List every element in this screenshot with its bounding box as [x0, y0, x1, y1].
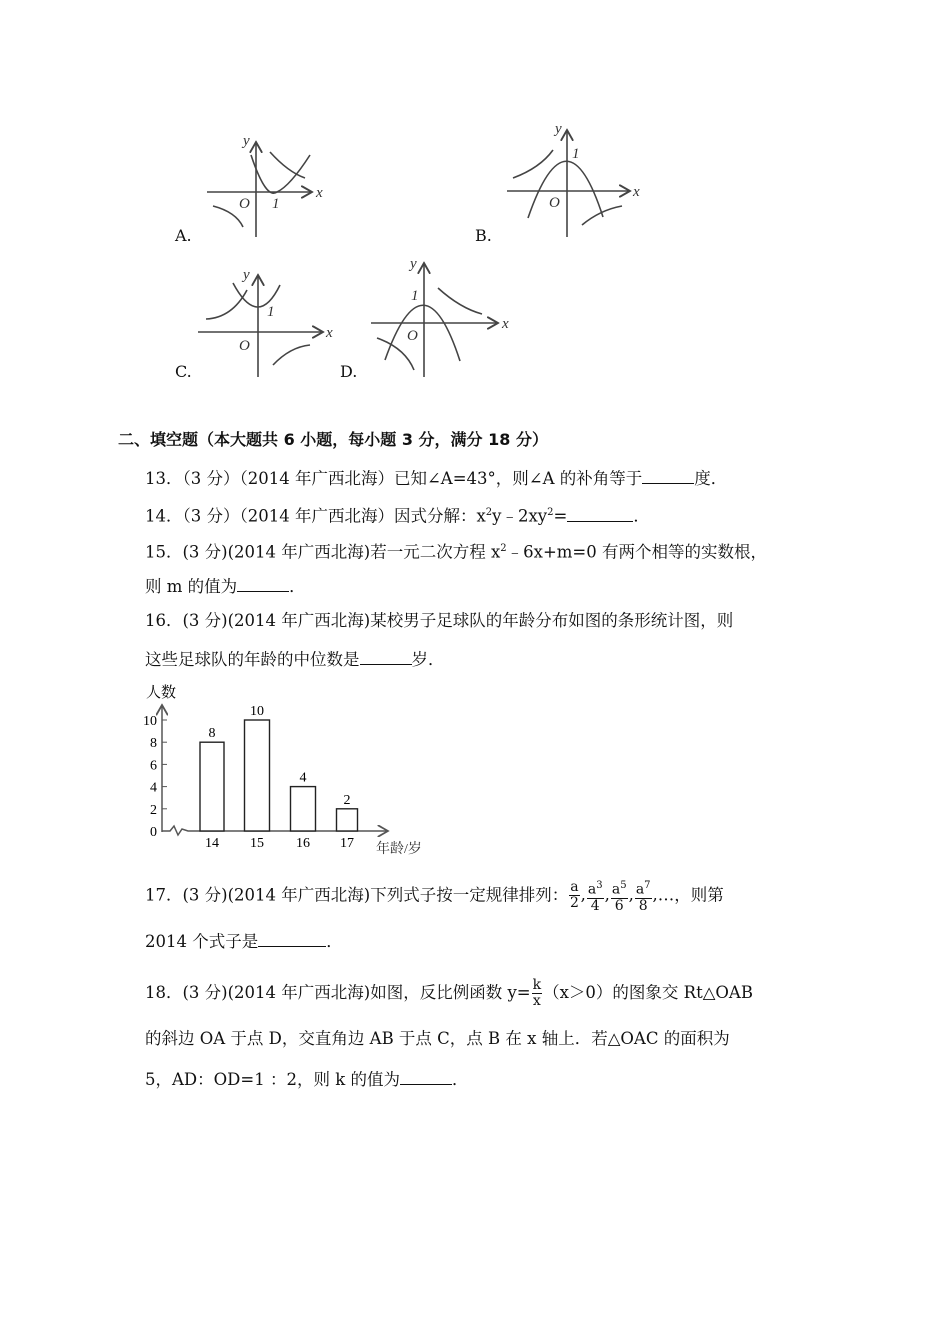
- option-b-label: B.: [475, 226, 492, 245]
- y-tick-label: 8: [150, 736, 157, 752]
- sequence-term: [587, 878, 604, 914]
- separator: ,: [652, 885, 658, 905]
- q18-text: （x＞0）的图象交 Rt△OAB: [543, 983, 753, 1002]
- parabola: [528, 161, 603, 218]
- y-tick-label: 4: [150, 780, 157, 796]
- y-label: y: [555, 121, 562, 137]
- numerator: $a^3$: [587, 880, 603, 898]
- bar: [245, 720, 270, 831]
- y-tick-label: 10: [143, 714, 157, 729]
- hyperbola-branch: [438, 288, 482, 314]
- q15-text: 则 m 的值为: [145, 577, 238, 596]
- x-tick-label: 15: [250, 836, 264, 851]
- bar: [200, 742, 224, 831]
- separator: ,: [604, 885, 610, 905]
- exponent: 3: [596, 880, 603, 891]
- x-axis-label: 年龄/岁: [376, 842, 422, 857]
- x-axis: [162, 826, 388, 835]
- hyperbola-branch: [513, 150, 553, 178]
- denominator: 4: [590, 897, 600, 914]
- exponent: 7: [644, 880, 651, 891]
- q13-tail: 度．: [694, 469, 728, 488]
- bar-value-label: 4: [299, 770, 307, 786]
- q14-end: ．: [633, 506, 650, 526]
- question-13: [145, 467, 727, 489]
- y-tick-label: 0: [150, 825, 157, 840]
- sequence-term: [611, 878, 628, 914]
- y-label: y: [243, 267, 250, 283]
- q13-text: 13．（3 分）（2014 年广西北海）已知∠A=43°，则∠A 的补角等于: [145, 469, 643, 488]
- bar-value-label: 10: [250, 704, 264, 719]
- exponent: 2: [485, 507, 493, 518]
- y-label: y: [410, 256, 417, 272]
- q18-end: ．: [451, 1070, 469, 1089]
- question-18: [145, 978, 753, 1009]
- option-a-label: A.: [175, 226, 192, 245]
- q17-text: 17．(3 分)(2014 年广西北海)下列式子按一定规律排列：: [145, 885, 569, 905]
- question-15: [145, 539, 767, 563]
- graph-d: [371, 256, 509, 377]
- hyperbola-branch: [273, 345, 310, 365]
- bar-value-label: 8: [208, 726, 216, 742]
- q18-text: 18．(3 分)(2014 年广西北海)如图，反比例函数 y=: [145, 983, 531, 1002]
- sequence-term: [635, 878, 652, 914]
- question-18-line3: [145, 1068, 468, 1090]
- q14-mid: y﹣2xy: [492, 506, 548, 526]
- q17-text: 2014 个式子是: [145, 932, 259, 951]
- y-tick-label: 2: [150, 802, 157, 818]
- separator: ,: [580, 885, 586, 905]
- y-tick-label: 6: [150, 758, 157, 774]
- exponent: 2: [547, 507, 554, 518]
- denominator: 2: [569, 895, 579, 912]
- x-tick-label: 17: [340, 836, 354, 851]
- question-17-line2: [145, 930, 343, 952]
- q15-text: 15．(3 分)(2014 年广西北海)若一元二次方程 x: [145, 542, 501, 562]
- graph-c: [198, 267, 333, 377]
- denominator: x: [532, 993, 541, 1009]
- x-tick-label: 14: [205, 836, 219, 851]
- question-18-line2: 的斜边 OA 于点 D，交直角边 AB 于点 C，点 B 在 x 轴上．若△OAC 的面积为: [145, 1029, 730, 1048]
- numerator: a: [570, 879, 579, 896]
- parabola: [251, 155, 310, 193]
- origin-label: O: [239, 196, 250, 212]
- origin-label: O: [549, 195, 560, 211]
- question-14: [145, 503, 650, 527]
- section-heading: 二、填空题（本大题共 6 小题，每小题 3 分，满分 18 分）: [118, 430, 548, 449]
- one-label: 1: [272, 196, 280, 212]
- q16-text: 这些足球队的年龄的中位数是: [145, 650, 360, 669]
- one-label: 1: [267, 304, 275, 320]
- x-tick-label: 16: [296, 836, 310, 851]
- bar-value-label: 2: [343, 792, 351, 808]
- denominator: 6: [614, 897, 624, 914]
- q15-text: ﹣6x+m=0 有两个相等的实数根，: [506, 542, 767, 562]
- x-label: x: [502, 316, 509, 332]
- denominator: 8: [638, 897, 648, 914]
- bar: [291, 787, 316, 831]
- q16-end: 岁．: [411, 650, 445, 669]
- x-label: x: [316, 185, 323, 201]
- y-axis-label: 人数: [146, 685, 177, 701]
- graph-b: [507, 121, 640, 237]
- option-c-label: C.: [175, 362, 192, 381]
- option-graphs: [0, 0, 950, 400]
- exponent: 5: [620, 880, 627, 891]
- q17-ellipsis: …，则第: [657, 885, 724, 905]
- answer-blank[interactable]: [360, 648, 412, 665]
- separator: ,: [628, 885, 634, 905]
- bar: [337, 809, 358, 831]
- q17-end: ．: [326, 932, 343, 951]
- sequence-term: [569, 880, 579, 911]
- q15-end: ．: [289, 577, 306, 596]
- origin-label: O: [407, 328, 418, 344]
- one-label: 1: [572, 146, 580, 162]
- sequence-terms: [568, 879, 658, 914]
- numerator: $a^5$: [611, 880, 627, 898]
- hyperbola-branch: [270, 152, 305, 178]
- origin-label: O: [239, 338, 250, 354]
- question-16-line2: [145, 648, 445, 670]
- numerator: k: [532, 977, 542, 993]
- question-17: [145, 878, 724, 914]
- answer-blank[interactable]: [237, 575, 289, 592]
- question-15-line2: [145, 575, 306, 597]
- answer-blank[interactable]: [642, 467, 694, 484]
- y-label: y: [243, 133, 250, 149]
- answer-blank[interactable]: [567, 505, 633, 522]
- q14-tail: =: [553, 506, 568, 526]
- graph-a: [207, 133, 323, 237]
- q18-text: 5，AD：OD=1 ：2，则 k 的值为: [145, 1070, 400, 1089]
- q14-text: 14．（3 分）（2014 年广西北海）因式分解：x: [145, 506, 486, 526]
- fraction-k-over-x: [532, 978, 542, 1009]
- answer-blank[interactable]: [258, 930, 326, 947]
- answer-blank[interactable]: [400, 1068, 452, 1085]
- one-label: 1: [411, 288, 419, 304]
- question-16: 16．(3 分)(2014 年广西北海)某校男子足球队的年龄分布如图的条形统计图，则: [145, 611, 734, 630]
- numerator: $a^7$: [635, 880, 651, 898]
- exponent: 2: [500, 543, 507, 554]
- x-label: x: [326, 325, 333, 341]
- parabola: [385, 305, 460, 361]
- x-label: x: [633, 184, 640, 200]
- option-d-label: D.: [340, 362, 358, 381]
